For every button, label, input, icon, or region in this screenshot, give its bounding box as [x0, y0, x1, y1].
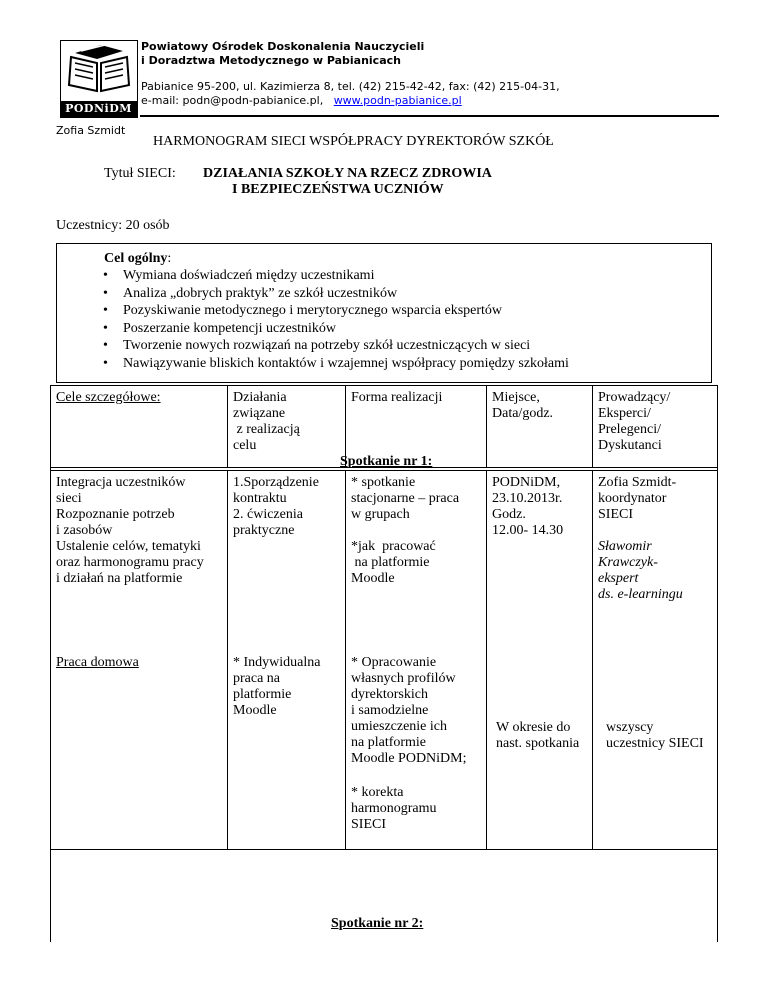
table-col-divider — [345, 470, 346, 850]
cell-line: stacjonarne – praca — [351, 491, 460, 506]
header-place-line: Data/godz. — [492, 406, 554, 421]
org-contact — [141, 94, 462, 108]
cell-line: wszyscy — [606, 720, 654, 735]
table-row-divider — [50, 849, 718, 850]
cell-line: * korekta — [351, 785, 404, 800]
table-border-left — [50, 385, 51, 942]
header-actions-line: Działania — [233, 390, 287, 405]
table-border-right — [717, 385, 718, 942]
goal-item: • Wymiana doświadczeń między uczestnikami — [103, 267, 569, 285]
header-rule — [140, 115, 719, 117]
row1-leaders-a — [598, 475, 676, 523]
meeting-2-heading: Spotkanie nr 2: — [331, 916, 424, 931]
cell-line: * spotkanie — [351, 475, 416, 490]
general-goal-list — [103, 267, 569, 372]
cell-line: *jak pracować — [351, 539, 436, 554]
cell-line: Moodle PODNiDM; — [351, 751, 467, 766]
cell-line: Zofia Szmidt- — [598, 475, 677, 490]
general-goal-heading-colon: : — [167, 251, 172, 266]
participants-count: Uczestnicy: 20 osób — [56, 218, 170, 233]
cell-line: sieci — [56, 491, 82, 506]
row2-place-date — [496, 720, 579, 752]
table-col-divider — [486, 385, 487, 467]
author-name: Zofia Szmidt — [56, 124, 126, 137]
row1-actions — [233, 475, 319, 539]
org-name-line1: Powiatowy Ośrodek Doskonalenia Nauczycieli — [141, 40, 425, 53]
cell-line: umieszczenie ich — [351, 719, 448, 734]
cell-line: Moodle — [351, 571, 395, 586]
cell-line: Moodle — [233, 703, 277, 718]
row2-actions — [233, 655, 320, 719]
cell-line: SIECI — [351, 817, 386, 832]
cell-line: w grupach — [351, 507, 410, 522]
table-border-top — [50, 385, 718, 386]
header-leaders — [598, 390, 670, 454]
general-goal-heading-text: Cel ogólny — [104, 251, 168, 266]
cell-line: SIECI — [598, 507, 633, 522]
logo-label: PODNiDM — [60, 101, 137, 117]
open-book-icon — [61, 41, 137, 103]
table-col-divider — [227, 470, 228, 850]
cell-line: harmonogramu — [351, 801, 437, 816]
row1-specific-goals — [56, 475, 204, 587]
cell-line: dyrektorskich — [351, 687, 428, 702]
org-name-line2: i Doradztwa Metodycznego w Pabianicach — [141, 54, 401, 67]
header-leaders-line: Eksperci/ — [598, 406, 651, 421]
header-actions-line: związane — [233, 406, 286, 421]
row2-form-a — [351, 655, 467, 767]
meeting-1-heading: Spotkanie nr 1: — [340, 454, 433, 469]
org-address: Pabianice 95-200, ul. Kazimierza 8, tel. (42) 215-42-42, fax: (42) 215-04-31, — [141, 80, 560, 93]
goal-item: • Pozyskiwanie metodycznego i merytorycznego wsparcia ekspertów — [103, 302, 569, 320]
cell-line: i samodzielne — [351, 703, 429, 718]
cell-line: praktyczne — [233, 523, 295, 538]
header-actions-line: z realizacją — [233, 422, 300, 437]
row1-form-a — [351, 475, 459, 523]
header-leaders-line: Prowadzący/ — [598, 390, 671, 405]
row1-form-b — [351, 539, 436, 587]
cell-line: oraz harmonogramu pracy — [56, 555, 204, 570]
header-specific-goals: Cele szczegółowe: — [56, 390, 161, 405]
goal-item: • Nawiązywanie bliskich kontaktów i wzajemnej współpracy pomiędzy szkołami — [103, 355, 569, 373]
cell-line: * Opracowanie — [351, 655, 437, 670]
cell-line: platformie — [233, 687, 292, 702]
cell-line: uczestnicy SIECI — [606, 736, 704, 751]
network-title-label: Tytuł SIECI: — [104, 166, 176, 181]
cell-line: na platformie — [351, 555, 430, 570]
cell-line: 1.Sporządzenie — [233, 475, 319, 490]
cell-line: ekspert — [598, 571, 639, 586]
cell-line: własnych profilów — [351, 671, 456, 686]
goal-item: • Analiza „dobrych praktyk” ze szkół uczestników — [103, 285, 569, 303]
network-title-line2: I BEZPIECZEŃSTWA UCZNIÓW — [232, 182, 444, 197]
header-actions — [233, 390, 300, 454]
document-title: HARMONOGRAM SIECI WSPÓŁPRACY DYREKTORÓW SZKÓŁ — [153, 134, 554, 149]
cell-line: i działań na platformie — [56, 571, 183, 586]
row2-leaders — [606, 720, 704, 752]
table-col-divider — [592, 470, 593, 850]
header-leaders-line: Dyskutanci — [598, 438, 662, 453]
cell-line: Krawczyk- — [598, 555, 658, 570]
network-title-line1: DZIAŁANIA SZKOŁY NA RZECZ ZDROWIA — [203, 166, 492, 181]
cell-line: nast. spotkania — [496, 736, 580, 751]
general-goal-heading — [104, 251, 171, 267]
header-place-date — [492, 390, 553, 422]
cell-line: i zasobów — [56, 523, 113, 538]
header-form: Forma realizacji — [351, 390, 443, 405]
table-row-divider — [50, 470, 718, 471]
header-actions-line: celu — [233, 438, 257, 453]
cell-line: praca na — [233, 671, 281, 686]
table-col-divider — [486, 470, 487, 850]
cell-line: Integracja uczestników — [56, 475, 186, 490]
row1-leaders-b — [598, 539, 683, 603]
goal-item: • Poszerzanie kompetencji uczestników — [103, 320, 569, 338]
org-email: e-mail: podn@podn-pabianice.pl, — [141, 94, 324, 107]
header-place-line: Miejsce, — [492, 390, 540, 405]
cell-line: koordynator — [598, 491, 667, 506]
cell-line: ds. e-learningu — [598, 587, 683, 602]
table-col-divider — [592, 385, 593, 467]
cell-line: 12.00- 14.30 — [492, 523, 564, 538]
cell-line: * Indywidualna — [233, 655, 321, 670]
cell-line: 2. ćwiczenia — [233, 507, 303, 522]
cell-line: kontraktu — [233, 491, 287, 506]
table-col-divider — [227, 385, 228, 467]
cell-line: Ustalenie celów, tematyki — [56, 539, 201, 554]
row2-homework: Praca domowa — [56, 655, 139, 670]
cell-line: Sławomir — [598, 539, 652, 554]
cell-line: 23.10.2013r. — [492, 491, 563, 506]
cell-line: na platformie — [351, 735, 427, 750]
row1-place-date — [492, 475, 563, 539]
cell-line: Godz. — [492, 507, 526, 522]
cell-line: Rozpoznanie potrzeb — [56, 507, 175, 522]
cell-line: PODNiDM, — [492, 475, 561, 490]
row2-form-b — [351, 785, 437, 833]
header-leaders-line: Prelegenci/ — [598, 422, 661, 437]
cell-line: W okresie do — [496, 720, 571, 735]
goal-item: • Tworzenie nowych rozwiązań na potrzeby szkół uczestniczących w sieci — [103, 337, 569, 355]
website-link[interactable]: www.podn-pabianice.pl — [333, 94, 462, 107]
